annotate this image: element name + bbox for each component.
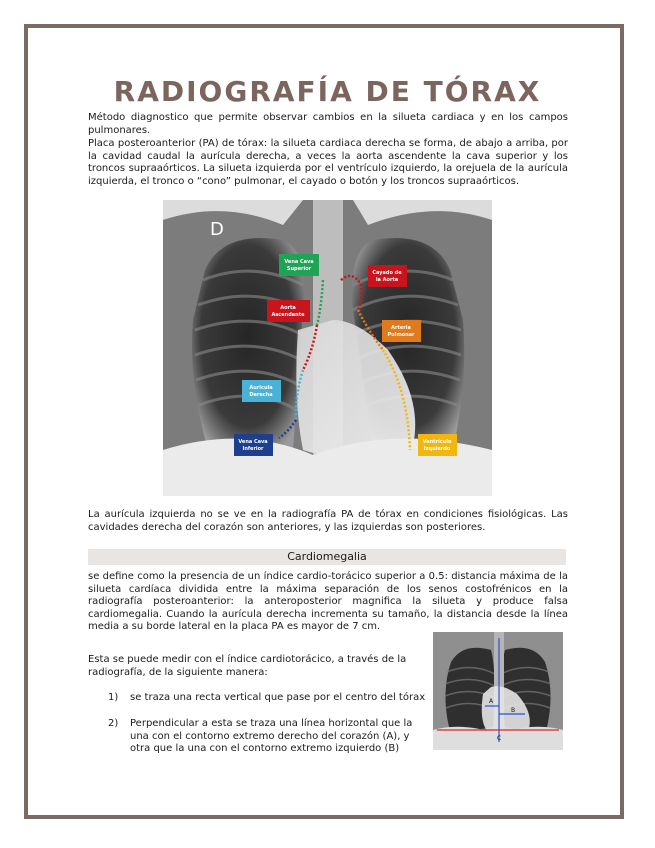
measure-paragraph: Esta se puede medir con el índice cardiotorácico, a través de la radiografía, de la siguiente manera: xyxy=(88,654,407,678)
label-cayado-aorta-2: la Aorta xyxy=(375,277,399,283)
label-auricula-derecha-1: Auricula xyxy=(249,385,273,391)
chest-xray-image xyxy=(163,200,492,496)
label-vena-cava-inferior-2: Inferior xyxy=(242,446,264,452)
label-arteria-pulmonar-1: Arteria xyxy=(391,325,411,331)
section-heading: Cardiomegalia xyxy=(287,550,367,563)
label-ventriculo-izquierdo-2: Izquierdo xyxy=(423,446,451,452)
label-vena-cava-superior-1: Vena Cava xyxy=(284,259,314,265)
intro-paragraph: Método diagnostico que permite observar cambios en la silueta cardiaca y en los campos pulmonares. xyxy=(88,112,568,136)
step-number: 2) xyxy=(108,718,119,729)
label-aorta-ascendente-2: Ascendente xyxy=(271,312,305,318)
label-arteria-pulmonar-2: Pulmonar xyxy=(387,332,415,338)
step-number: 1) xyxy=(108,692,119,703)
label-ventriculo-izquierdo-1: Ventrículo xyxy=(422,439,452,445)
diagram-label-b: B xyxy=(511,707,516,714)
cardiomegaly-paragraph: se define como la presencia de un índice cardio-torácico superior a 0.5: distancia máxima de la silueta cardíaca dividida entre la máxima separación de los senos costofrénicos en la radiografía posteroanterior: la anteroposterior magnifica la silueta y produce falsa cardiomegalia. Cuando la aurícula derecha incrementa su tamaño, la distancia desde la línea media a su borde lateral en la placa PA es mayor de 7 cm. xyxy=(88,571,568,632)
step-text: se traza una recta vertical que pase por el centro del tórax xyxy=(130,692,426,703)
page-title: RADIOGRAFÍA DE TÓRAX xyxy=(113,75,542,108)
label-vena-cava-superior-2: Superior xyxy=(286,266,312,272)
xray-side-marker: D xyxy=(210,219,224,240)
diagram-label-c: C xyxy=(497,735,502,742)
label-aorta-ascendente-1: Aorta xyxy=(280,305,296,311)
pa-paragraph: Placa posteroanterior (PA) de tórax: la silueta cardiaca derecha se forma, de abajo a arriba, por la cavidad caudal la aurícula derecha, a veces la aorta ascendente la cava superior y los troncos supraaórticos. La silueta izquierda por el ventrículo izquierdo, la orejuela de la aurícula izquierda, el tronco o “cono” pulmonar, el cayado o botón y los troncos supraaórticos. xyxy=(88,138,568,187)
section-heading-bar xyxy=(88,549,566,565)
step-text: Perpendicular a esta se traza una línea horizontal que la una con el contorno extremo derecho del corazón (A), y otra que la una con el contorno extremo izquierdo (B) xyxy=(130,718,413,754)
label-auricula-derecha-2: Derecha xyxy=(249,392,273,398)
cardiothoracic-diagram xyxy=(433,632,563,750)
label-cayado-aorta-1: Cayado de xyxy=(372,270,402,276)
diagram-label-a: A xyxy=(489,698,494,705)
label-vena-cava-inferior-1: Vena Cava xyxy=(238,439,268,445)
auricle-paragraph: La aurícula izquierda no se ve en la radiografía PA de tórax en condiciones fisiológicas. Las cavidades derecha del corazón son anteriores, y las izquierdas son posteriores. xyxy=(88,509,568,533)
